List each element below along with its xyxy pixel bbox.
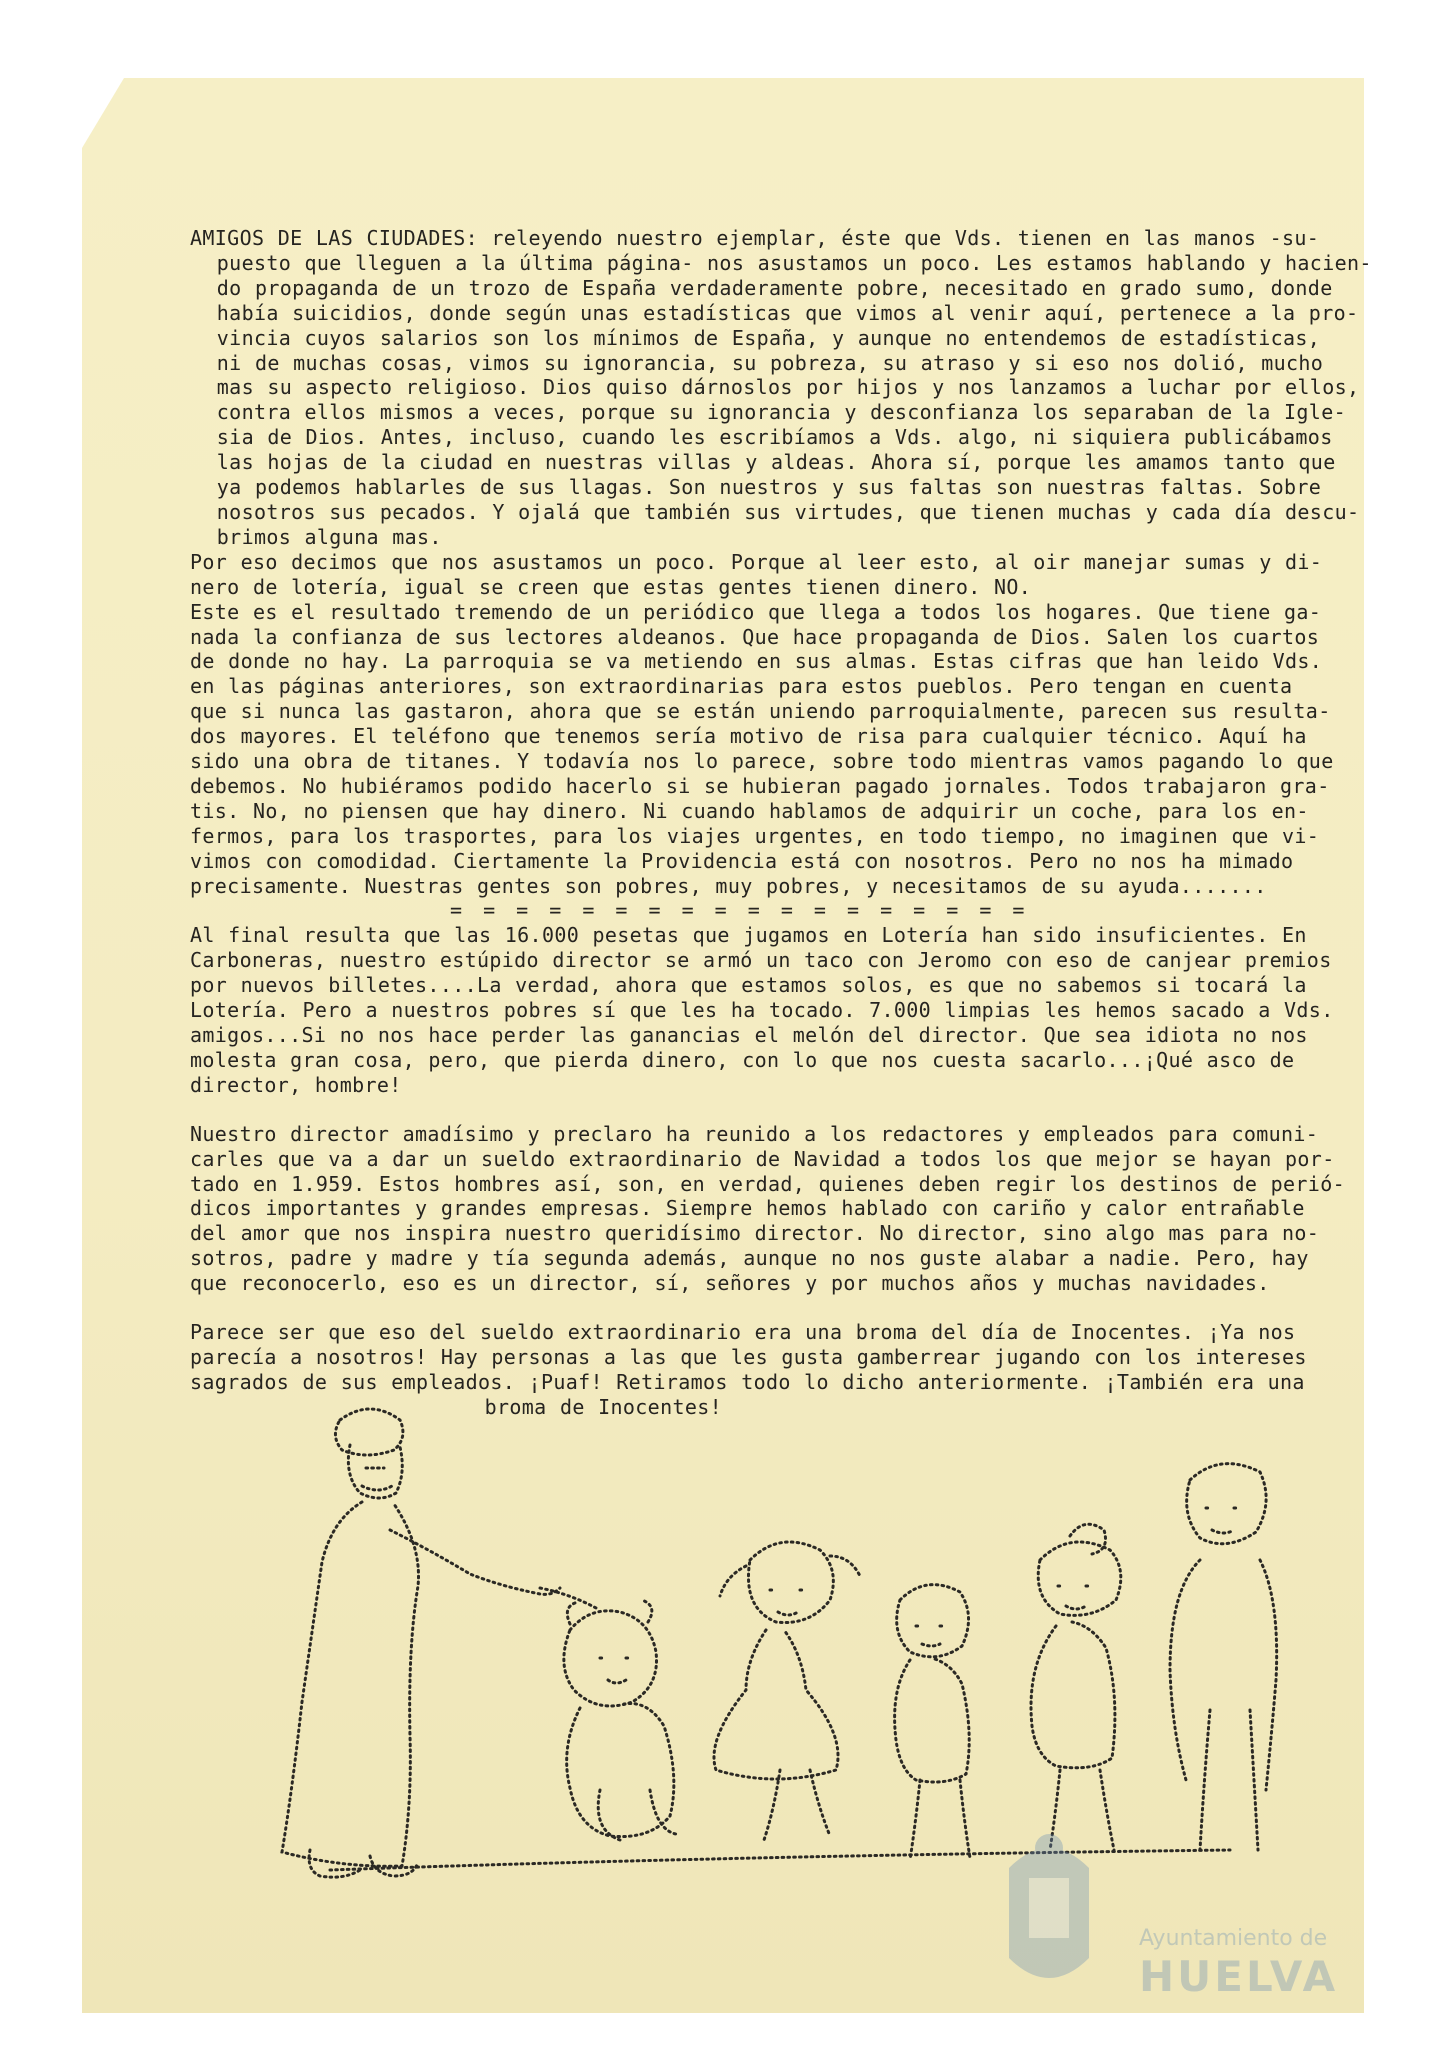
- bear-figure: [564, 1600, 676, 1840]
- text-line: en las páginas anteriores, son extraordinarias para estos pueblos. Pero tengan en cuenta: [190, 674, 1293, 699]
- watermark-subtitle: Ayuntamiento de: [1139, 1926, 1328, 1951]
- text-line: Lotería. Pero a nuestros pobres sí que les ha tocado. 7.000 limpias les hemos sacado a Vds.: [190, 998, 1334, 1023]
- text-line: por nuevos billetes....La verdad, ahora que estamos solos, es que no sabemos si tocará la: [190, 973, 1307, 998]
- paragraph-intro: [190, 226, 1372, 898]
- paragraph-lottery: [190, 923, 1340, 1097]
- text-line: Por eso decimos que nos asustamos un poco. Porque al leer esto, al oir manejar sumas y di-: [190, 549, 1323, 574]
- text-line: nero de lotería, igual se creen que estas gentes tienen dinero. NO.: [190, 574, 1032, 599]
- text-line: vincia cuyos salarios son los mínimos de España, y aunque no entendemos de estadísticas,: [190, 325, 1321, 350]
- boy-figure-1: [895, 1585, 970, 1860]
- girl-figure-2: [1031, 1524, 1121, 1850]
- text-line: que si nunca las gastaron, ahora que se están uniendo parroquialmente, parecen sus resulta-: [190, 699, 1331, 724]
- text-line: sido una obra de titanes. Y todavía nos lo parece, sobre todo mientras vamos pagando lo que: [190, 749, 1334, 774]
- huelva-watermark: [989, 1818, 1349, 2008]
- girl-figure-1: [714, 1542, 860, 1840]
- boy-figure-2: [1170, 1464, 1277, 1850]
- text-line: brimos alguna mas.: [190, 524, 442, 549]
- typewritten-text: [190, 226, 1372, 1420]
- watermark-title: HUELVA: [1139, 1952, 1339, 2001]
- text-line: mas su aspecto religioso. Dios quiso dárnoslos por hijos y nos lanzamos a luchar por ellos,: [190, 375, 1360, 400]
- priest-figure: [282, 1409, 596, 1877]
- text-line: nada la confianza de sus lectores aldeanos. Que hace propaganda de Dios. Salen los cuartos: [190, 624, 1320, 649]
- text-line: broma de Inocentes!: [190, 1394, 723, 1419]
- text-line: amigos...Si no nos hace perder las ganancias el melón del director. Que sea idiota no nos: [190, 1023, 1308, 1047]
- text-line: parecía a nosotros! Hay personas a las que les gusta gamberrear jugando con los intereses: [190, 1344, 1307, 1369]
- text-line: Nuestro director amadísimo y preclaro ha reunido a los redactores y empleados para comuni-: [190, 1121, 1319, 1146]
- text-line: precisamente. Nuestras gentes son pobres, muy pobres, y necesitamos de su ayuda.......: [190, 873, 1267, 898]
- text-line: contra ellos mismos a veces, porque su ignorancia y desconfianza los separaban de la Igle-: [190, 400, 1346, 425]
- text-line: había suicidios, donde según unas estadísticas que vimos al venir aquí, pertenece a la pro-: [190, 300, 1359, 325]
- text-line: AMIGOS DE LAS CIUDADES: releyendo nuestro ejemplar, éste que Vds. tienen en las manos -su-: [190, 226, 1320, 250]
- text-line: do propaganda de un trozo de España verdaderamente pobre, necesitado en grado sumo, donde: [190, 275, 1333, 300]
- text-line: director, hombre!: [190, 1072, 402, 1097]
- text-line: tis. No, no piensen que hay dinero. Ni cuando hablamos de adquirir un coche, para los en-: [190, 798, 1309, 823]
- text-line: ni de muchas cosas, vimos su ignorancia, su pobreza, su atraso y si eso nos dolió, mucho: [190, 350, 1324, 375]
- text-line: dicos importantes y grandes empresas. Siempre hemos hablado con cariño y calor entrañable: [190, 1196, 1305, 1221]
- text-line: vimos con comodidad. Ciertamente la Providencia está con nosotros. Pero no nos ha mimado: [190, 848, 1294, 873]
- text-line: ya podemos hablarles de sus llagas. Son nuestros y sus faltas son nuestras faltas. Sobre: [190, 475, 1322, 500]
- paragraph-director: [190, 1121, 1345, 1296]
- text-line: molesta gran cosa, pero, que pierda dinero, con lo que nos cuesta sacarlo...¡Qué asco de: [190, 1047, 1295, 1072]
- text-line: sagrados de sus empleados. ¡Puaf! Retiramos todo lo dicho anteriormente. ¡También era una: [190, 1369, 1305, 1394]
- text-line: del amor que nos inspira nuestro queridísimo director. No director, sino algo mas para no-: [190, 1221, 1320, 1246]
- separator-line: = = = = = = = = = = = = = = = = = =: [450, 898, 1029, 923]
- text-line: carles que va a dar un sueldo extraordinario de Navidad a todos los que mejor se hayan por-: [190, 1146, 1335, 1171]
- text-line: las hojas de la ciudad en nuestras villas y aldeas. Ahora sí, porque les amamos tanto que: [190, 450, 1336, 475]
- text-line: que reconocerlo, eso es un director, sí, señores y por muchos años y muchas navidades.: [190, 1271, 1270, 1296]
- text-line: puesto que lleguen a la última página- nos asustamos un poco. Les estamos hablando y hacien-: [190, 250, 1372, 275]
- text-line: fermos, para los trasportes, para los viajes urgentes, en todo tiempo, no imaginen que vi-: [190, 823, 1320, 848]
- text-line: Parece ser que eso del sueldo extraordinario era una broma del día de Inocentes. ¡Ya nos: [190, 1320, 1296, 1345]
- huelva-coat-of-arms-icon: [989, 1818, 1109, 2008]
- text-line: nosotros sus pecados. Y ojalá que también sus virtudes, que tienen muchas y cada día descu-: [190, 499, 1360, 524]
- text-line: debemos. No hubiéramos podido hacerlo si se hubieran pagado jornales. Todos trabajaron gra-: [190, 773, 1330, 798]
- text-line: sotros, padre y madre y tía segunda además, aunque no nos guste alabar a nadie. Pero, hay: [190, 1246, 1309, 1271]
- text-line: dos mayores. El teléfono que tenemos sería motivo de risa para cualquier técnico. Aquí ha: [190, 724, 1307, 749]
- text-line: sia de Dios. Antes, incluso, cuando les escribíamos a Vds. algo, ni siquiera publicábamos: [190, 425, 1333, 450]
- text-line: de donde no hay. La parroquia se va metiendo en sus almas. Estas cifras que han leido Vds.: [190, 649, 1323, 674]
- text-line: Este es el resultado tremendo de un periódico que llega a todos los hogares. Que tiene ga-: [190, 599, 1322, 624]
- text-line: tado en 1.959. Estos hombres así, son, en verdad, quienes deben regir los destinos de perió-: [190, 1171, 1345, 1196]
- text-line: Al final resulta que las 16.000 pesetas que jugamos en Lotería han sido insuficientes. En: [190, 923, 1307, 948]
- text-line: Carboneras, nuestro estúpido director se armó un taco con Jeromo con eso de canjear premios: [190, 948, 1332, 973]
